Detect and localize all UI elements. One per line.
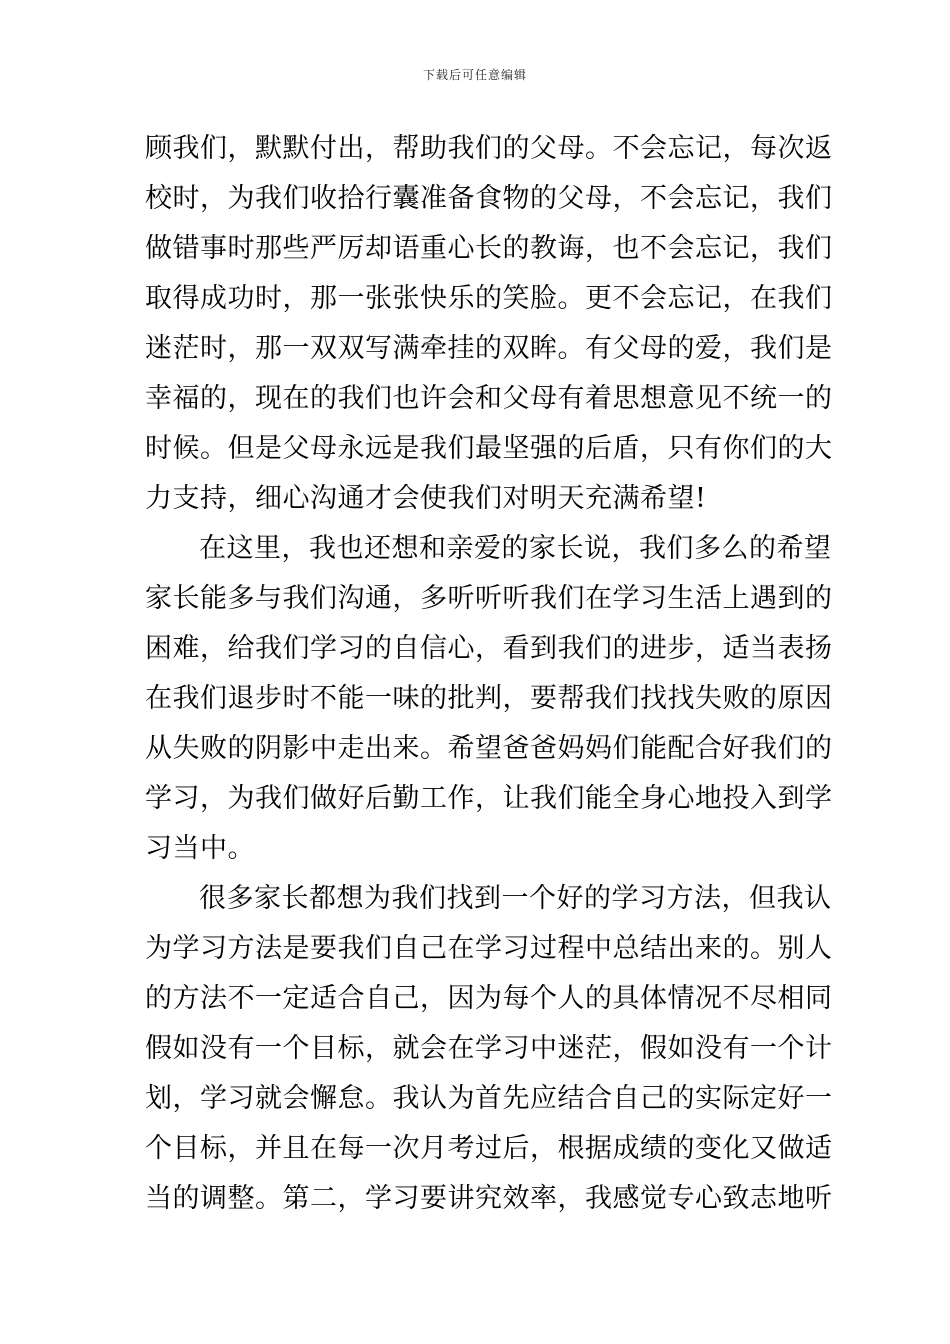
text-line: 个目标，并且在每一次月考过后，根据成绩的变化又做适 bbox=[145, 1133, 833, 1164]
text-line: 假如没有一个目标，就会在学习中迷茫，假如没有一个计 bbox=[145, 1033, 833, 1064]
paragraph-first-line: 在这里，我也还想和亲爱的家长说，我们多么的希望 bbox=[199, 533, 832, 564]
text-line: 力支持，细心沟通才会使我们对明天充满希望! bbox=[145, 483, 707, 514]
text-line: 幸福的，现在的我们也许会和父母有着思想意见不统一的 bbox=[145, 383, 833, 414]
text-line: 困难，给我们学习的自信心，看到我们的进步，适当表扬 bbox=[145, 633, 833, 664]
text-line: 在我们退步时不能一味的批判，要帮我们找找失败的原因 bbox=[145, 683, 833, 714]
text-line: 取得成功时，那一张张快乐的笑脸。更不会忘记，在我们 bbox=[145, 283, 833, 314]
page-header: 下载后可任意编辑 bbox=[422, 68, 527, 82]
text-line: 当的调整。第二，学习要讲究效率，我感觉专心致志地听 bbox=[145, 1183, 833, 1214]
document-body bbox=[145, 124, 833, 1224]
paragraph-first-line: 很多家长都想为我们找到一个好的学习方法，但我认 bbox=[199, 883, 832, 914]
text-line: 的方法不一定适合自己，因为每个人的具体情况不尽相同 bbox=[145, 983, 833, 1014]
text-line: 校时，为我们收拾行囊准备食物的父母，不会忘记，我们 bbox=[145, 183, 833, 214]
text-line: 习当中。 bbox=[145, 833, 255, 864]
text-line: 迷茫时，那一双双写满牵挂的双眸。有父母的爱，我们是 bbox=[145, 333, 833, 364]
text-line: 家长能多与我们沟通，多听听听我们在学习生活上遇到的 bbox=[145, 583, 833, 614]
text-line: 学习，为我们做好后勤工作，让我们能全身心地投入到学 bbox=[145, 783, 833, 814]
text-line: 顾我们，默默付出，帮助我们的父母。不会忘记，每次返 bbox=[145, 133, 833, 164]
text-line: 时候。但是父母永远是我们最坚强的后盾，只有你们的大 bbox=[145, 433, 833, 464]
text-line: 做错事时那些严厉却语重心长的教诲，也不会忘记，我们 bbox=[145, 233, 833, 264]
text-line: 为学习方法是要我们自己在学习过程中总结出来的。别人 bbox=[145, 933, 833, 964]
text-line: 划，学习就会懈怠。我认为首先应结合自己的实际定好一 bbox=[145, 1083, 833, 1114]
text-line: 从失败的阴影中走出来。希望爸爸妈妈们能配合好我们的 bbox=[145, 733, 833, 764]
